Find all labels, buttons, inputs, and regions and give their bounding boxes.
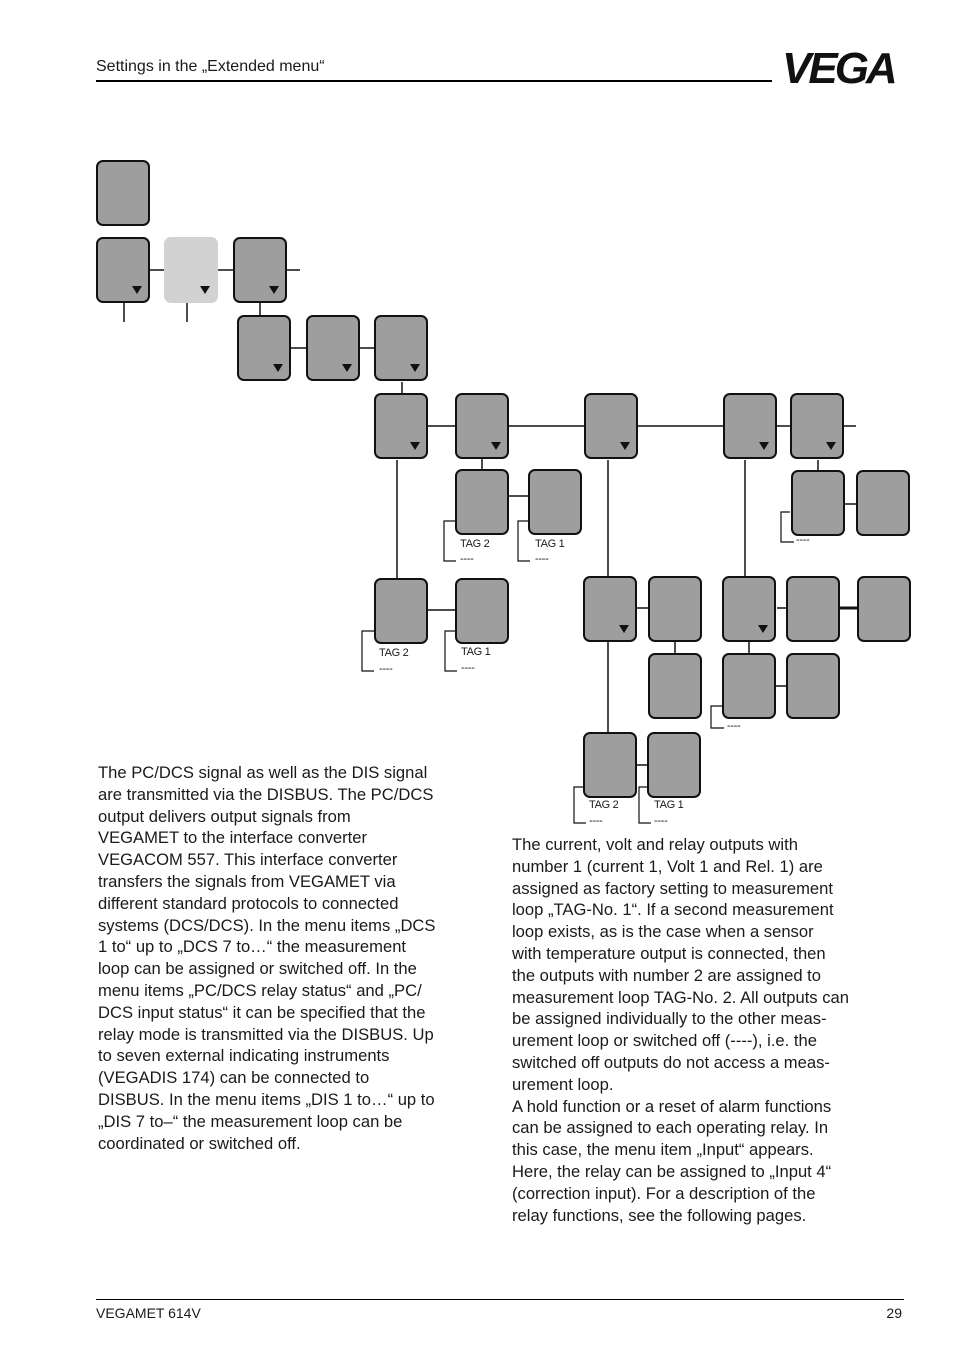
triangle-down-icon [269,286,279,294]
menu-box [374,578,428,644]
text-line: VEGAMET to the interface converter [98,828,368,848]
text-line: urement loop or switched off (----), i.e. the [512,1031,817,1051]
menu-box [455,393,509,459]
tag-label: TAG 2 [460,538,490,550]
text-line: (VEGADIS 174) can be connected to [98,1068,370,1088]
text-line: with temperature output is connected, then [512,943,826,963]
off-label: ---- [589,815,603,827]
menu-box [233,237,287,303]
off-label: ---- [654,815,668,827]
text-line: measurement loop TAG-No. 2. All outputs can [512,987,849,1007]
menu-box [96,160,150,226]
text-line: to seven external indicating instruments [98,1046,390,1066]
triangle-down-icon [200,286,210,294]
text-line: The current, volt and relay outputs with [512,835,798,854]
menu-box [583,732,637,798]
off-label: ---- [461,662,475,674]
menu-box [856,470,910,536]
text-line: (correction input). For a description of the [512,1183,816,1203]
off-label: ---- [535,553,549,565]
text-line: loop can be assigned or switched off. In the [98,959,417,979]
tag-label: TAG 1 [654,799,684,811]
triangle-down-icon [410,442,420,450]
text-line: assigned as factory setting to measurement [512,878,833,898]
text-line: loop exists, as is the case when a sensor [512,922,814,942]
text-line: Here, the relay can be assigned to „Input 4“ [512,1161,832,1181]
page-number: 29 [886,1305,902,1321]
triangle-down-icon [273,364,283,372]
text-line: relay mode is transmitted via the DISBUS. Up [98,1024,434,1044]
menu-box [790,393,844,459]
text-line: loop „TAG-No. 1“. If a second measurement [512,900,834,920]
text-line: relay functions, see the following pages. [512,1205,807,1225]
triangle-down-icon [410,364,420,372]
text-line: „DIS 7 to–“ the measurement loop can be [98,1111,403,1131]
text-line: the outputs with number 2 are assigned to [512,965,822,985]
menu-box [237,315,291,381]
menu-box [528,469,582,535]
tag-label: TAG 2 [589,799,619,811]
menu-box [723,393,777,459]
menu-box-disabled [164,237,218,303]
text-line: The PC/DCS signal as well as the DIS signal [98,763,428,782]
text-line: DCS input status“ it can be specified that the [98,1002,426,1022]
menu-box [648,653,702,719]
triangle-down-icon [491,442,501,450]
triangle-down-icon [620,442,630,450]
text-line: can be assigned to each operating relay. In [512,1118,829,1138]
menu-box [583,576,637,642]
text-line: DISBUS. In the menu items „DIS 1 to…“ up to [98,1089,435,1109]
tag-label: TAG 2 [379,647,409,659]
menu-box [455,578,509,644]
off-label: ---- [727,720,741,732]
left-paragraph [98,762,435,1154]
text-line: output delivers output signals from [98,806,351,826]
menu-box [306,315,360,381]
triangle-down-icon [758,625,768,633]
text-line: 1 to“ up to „DCS 7 to…“ the measurement [98,937,407,957]
text-line: systems (DCS/DCS). In the menu items „DCS [98,915,436,935]
footer-product: VEGAMET 614V [96,1305,201,1321]
off-label: ---- [796,534,810,546]
triangle-down-icon [759,442,769,450]
off-label: ---- [460,553,474,565]
menu-box [722,653,776,719]
text-line: VEGACOM 557. This interface converter [98,850,398,870]
menu-box [96,237,150,303]
text-line: menu items „PC/DCS relay status“ and „PC/ [98,980,422,1000]
text-line: urement loop. [512,1074,614,1094]
tag-label: TAG 1 [461,646,491,658]
tag-label: TAG 1 [535,538,565,550]
menu-box [455,469,509,535]
text-line: A hold function or a reset of alarm functions [512,1096,832,1116]
menu-box [374,315,428,381]
menu-box [786,653,840,719]
off-label: ---- [379,663,393,675]
text-line: coordinated or switched off. [98,1133,301,1153]
menu-box [584,393,638,459]
menu-box [791,470,845,536]
footer-rule [96,1299,904,1300]
text-line: different standard protocols to connected [98,893,399,913]
triangle-down-icon [132,286,142,294]
text-line: are transmitted via the DISBUS. The PC/DCS [98,784,434,804]
menu-box [786,576,840,642]
text-line: transfers the signals from VEGAMET via [98,871,396,891]
menu-box [374,393,428,459]
text-line: number 1 (current 1, Volt 1 and Rel. 1) are [512,856,823,876]
text-line: be assigned individually to the other meas- [512,1009,827,1029]
menu-box [857,576,911,642]
triangle-down-icon [826,442,836,450]
right-paragraph [512,834,849,1226]
text-line: this case, the menu item „Input“ appears. [512,1140,814,1160]
svg-text:VEGA: VEGA [782,46,895,88]
triangle-down-icon [342,364,352,372]
menu-box [647,732,701,798]
text-line: switched off outputs do not access a meas- [512,1052,830,1072]
menu-box [722,576,776,642]
menu-box [648,576,702,642]
header-title: Settings in the „Extended menu“ [96,58,325,75]
triangle-down-icon [619,625,629,633]
